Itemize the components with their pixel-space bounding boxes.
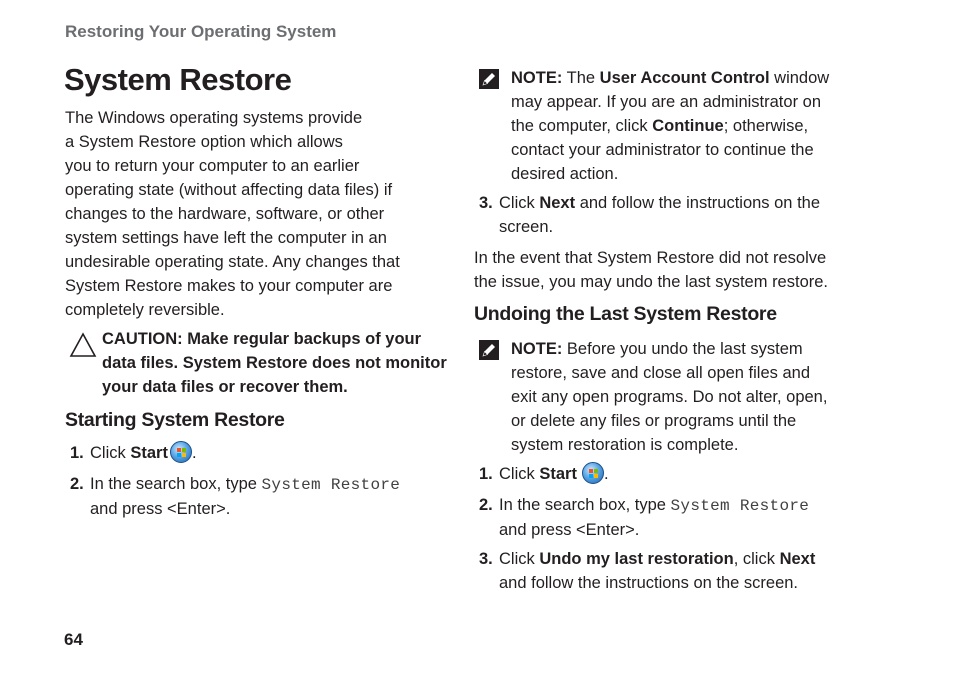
note-bold: Continue: [652, 117, 724, 135]
step-text: Click: [499, 550, 540, 568]
intro-line: you to return your computer to an earlier: [65, 157, 360, 175]
next-label: Next: [539, 194, 576, 212]
caution-line: your data files or recover them.: [102, 378, 348, 396]
step-text: and follow the instructions on the: [575, 194, 821, 212]
intro-line: system settings have left the computer in an: [65, 229, 387, 247]
step-number: 2.: [479, 496, 493, 514]
undo-step-1: [479, 462, 859, 486]
step-1: [70, 441, 450, 465]
note-text: window: [769, 69, 830, 87]
intro-paragraph: [65, 106, 445, 322]
command-text: System Restore: [261, 476, 401, 494]
step-text: Click: [90, 444, 131, 462]
note-uac: [511, 66, 861, 186]
windows-start-icon: [582, 462, 604, 484]
step-2: [70, 472, 450, 521]
intro-line: changes to the hardware, software, or other: [65, 205, 385, 223]
note-text: system restoration is complete.: [511, 436, 739, 454]
caution-line: data files. System Restore does not monitor: [102, 354, 447, 372]
event-paragraph: [474, 246, 864, 294]
section-heading-undoing: Undoing the Last System Restore: [474, 303, 777, 325]
caution-icon: [69, 332, 97, 363]
step-number: 3.: [479, 194, 493, 212]
step-number: 1.: [70, 444, 84, 462]
step-3: [479, 191, 859, 239]
intro-line: The Windows operating systems provide: [65, 109, 363, 127]
step-text: and press <Enter>.: [499, 521, 640, 539]
intro-line: System Restore makes to your computer are: [65, 277, 393, 295]
intro-line: undesirable operating state. Any changes that: [65, 253, 400, 271]
page-title: System Restore: [64, 62, 292, 97]
start-label: Start: [539, 465, 577, 483]
page-number: 64: [64, 630, 83, 649]
step-text: .: [603, 465, 609, 483]
step-text: screen.: [499, 218, 554, 236]
windows-start-icon: [170, 441, 192, 463]
note-bold: User Account Control: [599, 69, 770, 87]
step-text: Click: [499, 465, 540, 483]
next-label: Next: [779, 550, 816, 568]
intro-line: a System Restore option which allows: [65, 133, 343, 151]
note-label: NOTE:: [511, 69, 563, 87]
step-number: 2.: [70, 475, 84, 493]
intro-line: operating state (without affecting data files) if: [65, 181, 393, 199]
step-text: .: [191, 444, 197, 462]
command-text: System Restore: [670, 497, 810, 515]
section-heading-starting: Starting System Restore: [65, 409, 285, 431]
note-text: The: [562, 69, 600, 87]
note-text: restore, save and close all open files and: [511, 364, 811, 382]
note-text: exit any open programs. Do not alter, open,: [511, 388, 828, 406]
note-text: contact your administrator to continue the: [511, 141, 814, 159]
note-text: desired action.: [511, 165, 619, 183]
step-number: 3.: [479, 550, 493, 568]
undo-step-2: [479, 493, 869, 542]
undo-restoration-label: Undo my last restoration: [539, 550, 734, 568]
caution-line: CAUTION: Make regular backups of your: [102, 330, 422, 348]
note-text: the computer, click: [511, 117, 653, 135]
note-text: may appear. If you are an administrator on: [511, 93, 822, 111]
undo-step-3: [479, 547, 869, 595]
step-text: In the search box, type: [90, 475, 262, 493]
note-text: or delete any files or programs until the: [511, 412, 797, 430]
running-head: Restoring Your Operating System: [65, 22, 337, 41]
intro-line: completely reversible.: [65, 301, 225, 319]
start-label: Start: [130, 444, 168, 462]
note-text: Before you undo the last system: [562, 340, 803, 358]
note-label: NOTE:: [511, 340, 563, 358]
step-text: In the search box, type: [499, 496, 671, 514]
note-text: ; otherwise,: [723, 117, 809, 135]
step-number: 1.: [479, 465, 493, 483]
step-text: , click: [733, 550, 780, 568]
caution-note: [102, 327, 452, 399]
note-pencil-icon: [478, 68, 500, 95]
step-text: and follow the instructions on the screen.: [499, 574, 799, 592]
note-pencil-icon: [478, 339, 500, 366]
step-text: Click: [499, 194, 540, 212]
event-line: In the event that System Restore did not resolve: [474, 249, 827, 267]
event-line: the issue, you may undo the last system restore.: [474, 273, 829, 291]
note-undo: [511, 337, 861, 457]
step-text: and press <Enter>.: [90, 500, 231, 518]
